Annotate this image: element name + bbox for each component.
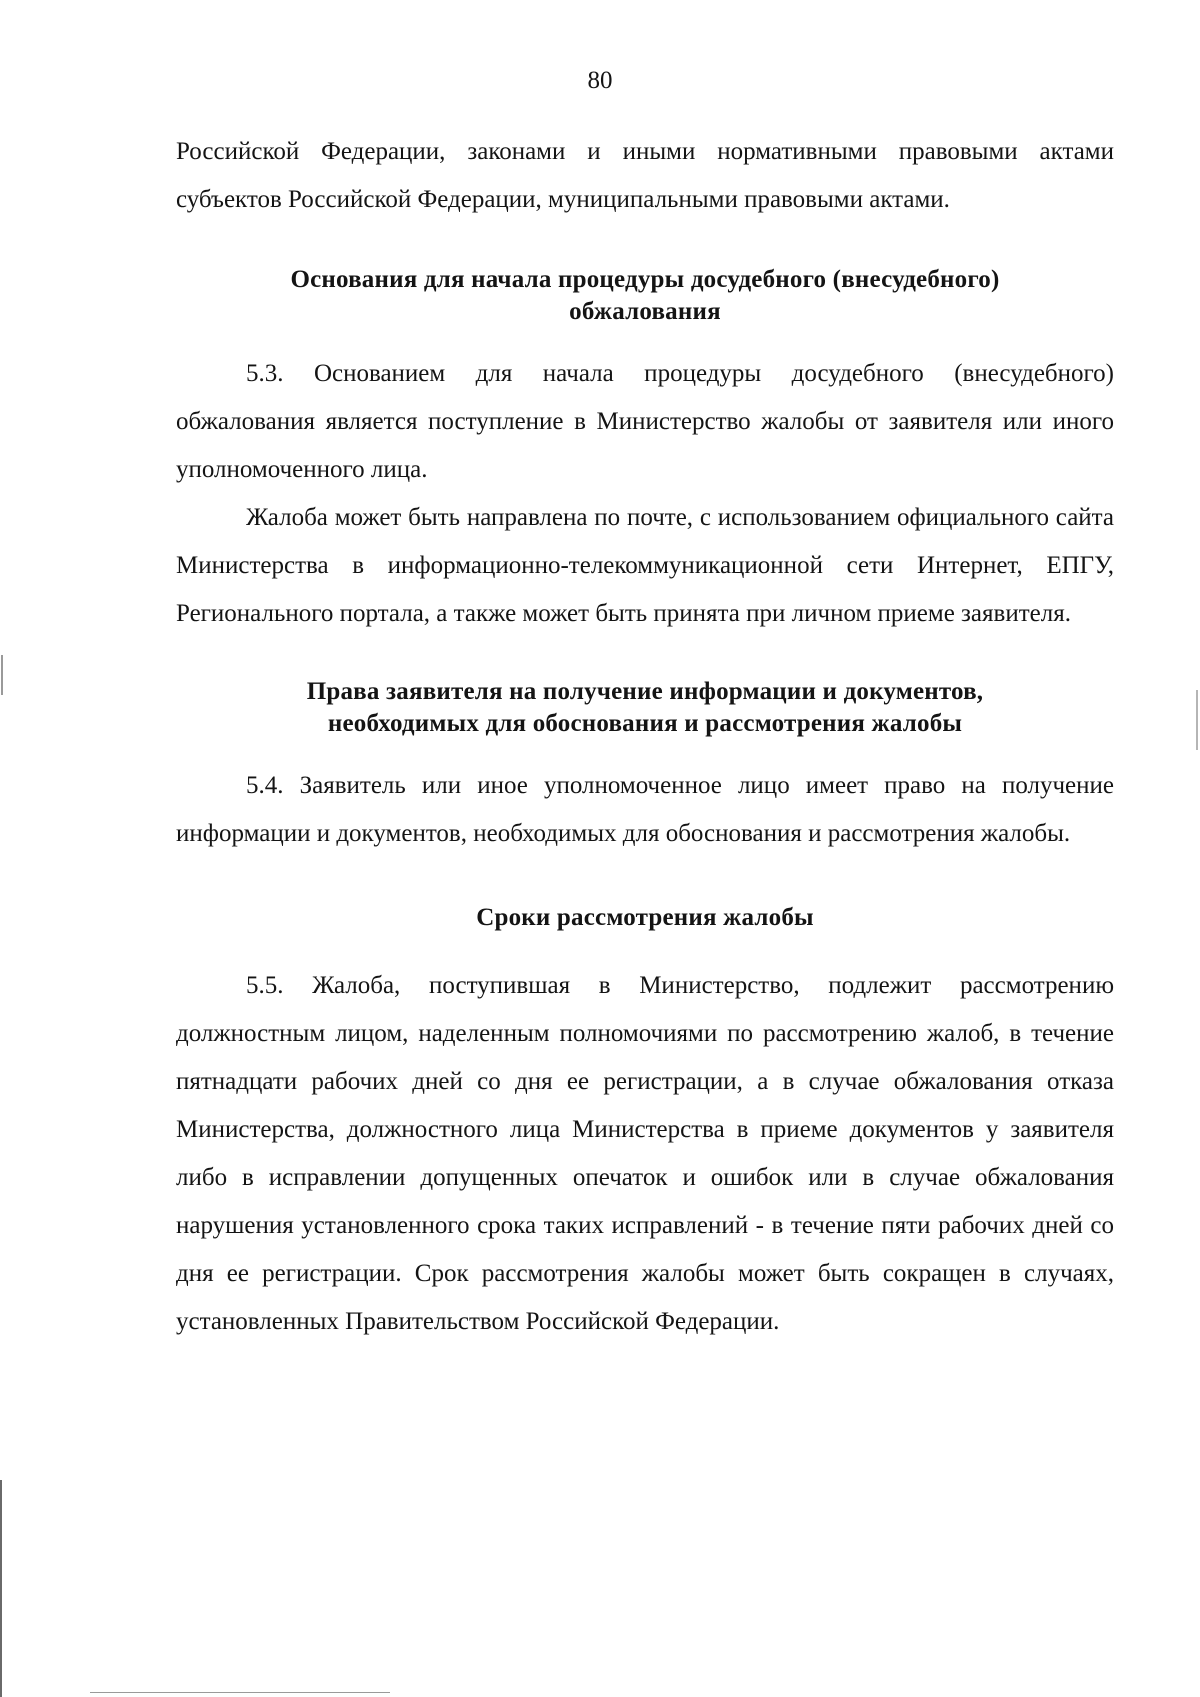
heading-applicant-rights [176,676,1114,740]
heading-appeal-grounds-line-1: Основания для начала процедуры досудебного (внесудебного) [290,266,1000,293]
heading-review-terms: Сроки рассмотрения жалобы [476,904,814,931]
document-body [176,128,1114,1346]
heading-appeal-grounds [176,264,1114,328]
paragraph-5-5: 5.5. Жалоба, поступившая в Министерство, подлежит рассмотрению должностным лицом, наделенным полномочиями по рассмотрению жалоб, в течение пятнадцати рабочих дней со дня ее регистрации, а в случае обжалования отказа Министерства, должностного лица Министерства в приеме документов у заявителя либо в исправлении допущенных опечаток и ошибок или в случае обжалования нарушения установленного срока таких исправлений - в течение пяти рабочих дней со дня ее регистрации. Срок рассмотрения жалобы может быть сокращен в случаях, установленных Правительством Российской Федерации. [176,972,1114,1335]
paragraph-continuation: Российской Федерации, законами и иными нормативными правовыми актами субъектов Российской Федерации, муниципальными правовыми актами. [176,138,1114,213]
scan-edge-left-mark [1,655,3,695]
heading-applicant-rights-line-1: Права заявителя на получение информации и документов, [306,678,984,705]
heading-applicant-rights-line-2: необходимых для обоснования и рассмотрения жалобы [327,710,963,737]
scan-edge-right-mark [1196,690,1198,750]
paragraph-complaint-channels: Жалоба может быть направлена по почте, с использованием официального сайта Министерства в информационно-телекоммуникационной сети Интернет, ЕПГУ, Регионального портала, а также может быть принята при личном приеме заявителя. [176,504,1114,627]
page-number: 80 [587,67,613,94]
heading-appeal-grounds-line-2: обжалования [569,298,721,325]
paragraph-5-4: 5.4. Заявитель или иное уполномоченное лицо имеет право на получение информации и документов, необходимых для обоснования и рассмотрения жалобы. [176,772,1114,847]
paragraph-5-3: 5.3. Основанием для начала процедуры досудебного (внесудебного) обжалования является поступление в Министерство жалобы от заявителя или иного уполномоченного лица. [176,360,1114,483]
scan-edge-bottom-line [90,1692,390,1693]
scan-edge-left-line [0,1480,2,1697]
